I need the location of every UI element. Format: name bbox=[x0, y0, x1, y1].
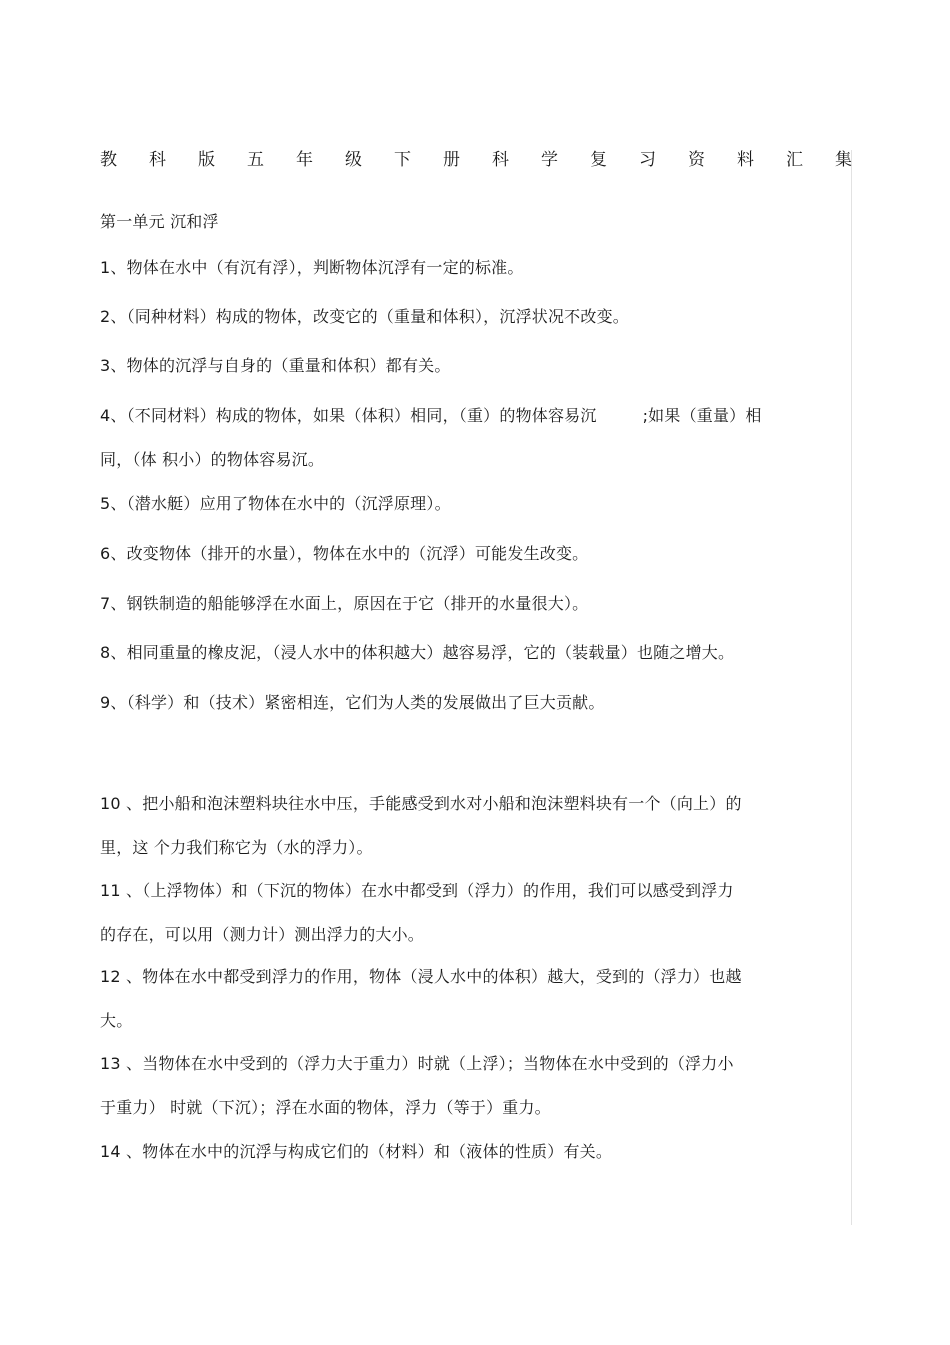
item-1: 1、物体在水中（有沉有浮），判断物体沉浮有一定的标准。 bbox=[100, 258, 524, 277]
title-char: 级 bbox=[345, 150, 362, 170]
item-10-line-2: 里，这 个力我们称它为（水的浮力）。 bbox=[100, 838, 373, 857]
title-char: 科 bbox=[149, 150, 166, 170]
item-2: 2、（同种材料）构成的物体，改变它的（重量和体积），沉浮状况不改变。 bbox=[100, 307, 629, 326]
title-char: 年 bbox=[296, 150, 313, 170]
title-char: 习 bbox=[639, 150, 656, 170]
unit-heading: 第一单元 沉和浮 bbox=[100, 212, 219, 231]
item-11-line-1: 11 、（上浮物体）和（下沉的物体）在水中都受到（浮力）的作用，我们可以感受到浮力 bbox=[100, 881, 734, 900]
item-3: 3、物体的沉浮与自身的（重量和体积）都有关。 bbox=[100, 356, 451, 375]
title-char: 科 bbox=[492, 150, 509, 170]
item-7: 7、钢铁制造的船能够浮在水面上，原因在于它（排开的水量很大）。 bbox=[100, 594, 589, 613]
title-char: 五 bbox=[247, 150, 264, 170]
title-char: 下 bbox=[394, 150, 411, 170]
title-char: 资 bbox=[688, 150, 705, 170]
item-13-line-1: 13 、当物体在水中受到的（浮力大于重力）时就（上浮）；当物体在水中受到的（浮力小 bbox=[100, 1054, 734, 1073]
item-14: 14 、物体在水中的沉浮与构成它们的（材料）和（液体的性质）有关。 bbox=[100, 1142, 613, 1161]
item-8: 8、相同重量的橡皮泥，（浸人水中的体积越大）越容易浮，它的（装载量）也随之增大。 bbox=[100, 643, 735, 662]
title-char: 学 bbox=[541, 150, 558, 170]
title-char: 汇 bbox=[786, 150, 803, 170]
item-4-line-1 bbox=[100, 404, 762, 428]
title-char: 复 bbox=[590, 150, 607, 170]
title-char: 集 bbox=[835, 150, 852, 170]
item-4-line-2: 同，（体 积小）的物体容易沉。 bbox=[100, 450, 325, 469]
item-6: 6、改变物体（排开的水量），物体在水中的（沉浮）可能发生改变。 bbox=[100, 544, 589, 563]
item-11-line-2: 的存在，可以用（测力计）测出浮力的大小。 bbox=[100, 925, 425, 944]
title-char: 教 bbox=[100, 150, 117, 170]
item-12-line-1: 12 、物体在水中都受到浮力的作用，物体（浸人水中的体积）越大，受到的（浮力）也越 bbox=[100, 967, 742, 986]
item-4-left: 4、（不同材料）构成的物体，如果（体积）相同，（重）的物体容易沉 bbox=[100, 406, 597, 425]
item-9: 9、（科学）和（技术）紧密相连，它们为人类的发展做出了巨大贡献。 bbox=[100, 693, 605, 712]
item-10-line-1: 10 、把小船和泡沫塑料块往水中压，手能感受到水对小船和泡沫塑料块有一个（向上）的 bbox=[100, 794, 742, 813]
title-char: 版 bbox=[198, 150, 215, 170]
title-char: 料 bbox=[737, 150, 754, 170]
title-char: 册 bbox=[443, 150, 460, 170]
item-13-line-2: 于重力） 时就（下沉）；浮在水面的物体，浮力（等于）重力。 bbox=[100, 1098, 551, 1117]
document-title bbox=[100, 147, 852, 173]
item-5: 5、（潜水艇）应用了物体在水中的（沉浮原理）。 bbox=[100, 494, 451, 513]
item-12-line-2: 大。 bbox=[100, 1011, 133, 1030]
item-4-right: ;如果（重量）相 bbox=[642, 406, 762, 425]
page-edge-divider bbox=[851, 150, 852, 1225]
